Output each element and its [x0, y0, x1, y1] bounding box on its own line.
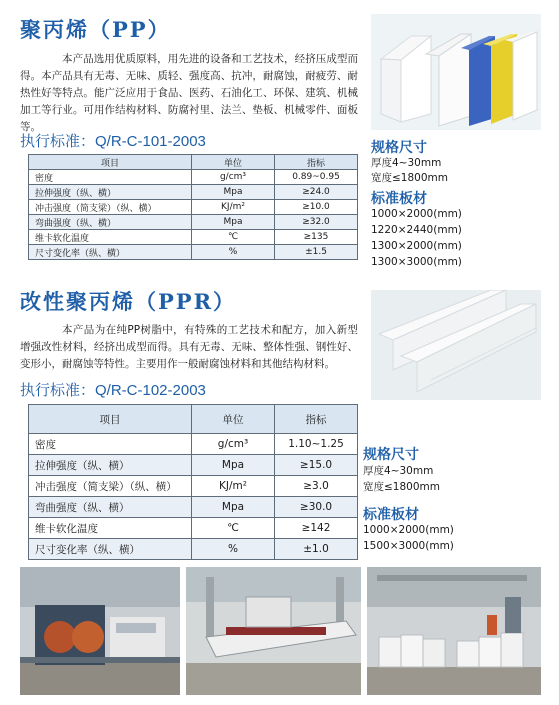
header-value: 指标 — [275, 155, 358, 170]
row-item: 密度 — [29, 170, 192, 185]
row-value: ≥10.0 — [275, 200, 358, 215]
row-value: ≥15.0 — [275, 455, 358, 476]
header-unit: 单位 — [192, 405, 275, 434]
ppr-board-photo — [371, 290, 541, 400]
pp-spec-table — [28, 154, 358, 260]
row-unit: ℃ — [192, 230, 275, 245]
row-unit: KJ/m² — [192, 476, 275, 497]
row-item: 拉伸强度（纵、横） — [29, 185, 192, 200]
table-row — [29, 215, 358, 230]
table-row — [29, 230, 358, 245]
row-value: ≥32.0 — [275, 215, 358, 230]
row-value: ≥142 — [275, 518, 358, 539]
pp-board-line: 1300×2000(mm) — [371, 240, 462, 252]
row-unit: KJ/m² — [192, 200, 275, 215]
pp-board-line: 1000×2000(mm) — [371, 208, 462, 220]
table-row — [29, 170, 358, 185]
row-item: 维卡软化温度 — [29, 518, 192, 539]
row-unit: Mpa — [192, 497, 275, 518]
pp-standard: 执行标准：Q/R-C-101-2003 — [20, 133, 206, 150]
table-row — [29, 245, 358, 260]
row-unit: g/cm³ — [192, 434, 275, 455]
row-item: 尺寸变化率（纵、横） — [29, 245, 192, 260]
row-value: 0.89~0.95 — [275, 170, 358, 185]
ppr-spec-line: 厚度4~30mm — [363, 465, 434, 477]
row-unit: Mpa — [192, 185, 275, 200]
pp-title: 聚丙烯（PP） — [20, 17, 171, 42]
row-item: 维卡软化温度 — [29, 230, 192, 245]
ppr-spec-line: 宽度≤1800mm — [363, 481, 440, 493]
row-unit: % — [192, 245, 275, 260]
row-value: ≥30.0 — [275, 497, 358, 518]
factory-photo-production-line — [186, 567, 361, 695]
row-unit: g/cm³ — [192, 170, 275, 185]
row-unit: % — [192, 539, 275, 560]
row-item: 拉伸强度（纵、横） — [29, 455, 192, 476]
pp-description: 本产品选用优质原料，用先进的设备和工艺技术，经挤压成型而得。本产品具有无毒、无味、质轻、强度高、抗冲，耐腐蚀，耐疲劳、耐热性好等特点。能广泛应用于食品、医药、石油化工、环保、建筑、机械加工等行业。可用作结构材料、防腐衬里、法兰、垫板、机械零件、面板等。 — [20, 53, 358, 133]
row-unit: ℃ — [192, 518, 275, 539]
table-row — [29, 518, 358, 539]
row-value: ≥24.0 — [275, 185, 358, 200]
header-item: 项目 — [29, 155, 192, 170]
table-row — [29, 200, 358, 215]
ppr-spec-title: 规格尺寸 — [363, 447, 419, 463]
table-row — [29, 455, 358, 476]
ppr-board-line: 1500×3000(mm) — [363, 540, 454, 552]
row-value: 1.10~1.25 — [275, 434, 358, 455]
pp-board-title: 标准板材 — [371, 191, 427, 207]
ppr-spec-table — [28, 404, 358, 560]
row-value: ≥135 — [275, 230, 358, 245]
table-row — [29, 476, 358, 497]
row-item: 弯曲强度（纵、横） — [29, 215, 192, 230]
row-item: 冲击强度（简支梁）（纵、横） — [29, 476, 192, 497]
table-row — [29, 185, 358, 200]
pp-spec-line: 宽度≤1800mm — [371, 172, 448, 184]
ppr-description: 本产品为在纯PP树脂中，有特殊的工艺技术和配方，加入新型增强改性材料，经挤出成型而得。具有无毒、无味、整体性强、钢性好、变形小，耐腐蚀等特性。主要用作一般耐腐蚀材料和其他结构材料。 — [20, 324, 358, 370]
table-row — [29, 434, 358, 455]
row-item: 尺寸变化率（纵、横） — [29, 539, 192, 560]
table-row — [29, 497, 358, 518]
row-value: ±1.5 — [275, 245, 358, 260]
row-item: 冲击强度（简支梁）（纵、横） — [29, 200, 192, 215]
row-value: ≥3.0 — [275, 476, 358, 497]
ppr-standard: 执行标准：Q/R-C-102-2003 — [20, 382, 206, 399]
row-unit: Mpa — [192, 215, 275, 230]
pp-board-line: 1300×3000(mm) — [371, 256, 462, 268]
factory-photo-warehouse — [367, 567, 541, 695]
table-header-row — [29, 405, 358, 434]
pp-board-line: 1220×2440(mm) — [371, 224, 462, 236]
ppr-board-title: 标准板材 — [363, 507, 419, 523]
row-item: 弯曲强度（纵、横） — [29, 497, 192, 518]
pp-spec-line: 厚度4~30mm — [371, 157, 442, 169]
row-value: ±1.0 — [275, 539, 358, 560]
row-item: 密度 — [29, 434, 192, 455]
table-row — [29, 539, 358, 560]
pp-board-photo — [371, 14, 541, 130]
ppr-board-line: 1000×2000(mm) — [363, 524, 454, 536]
row-unit: Mpa — [192, 455, 275, 476]
header-value: 指标 — [275, 405, 358, 434]
ppr-title: 改性聚丙烯（PPR） — [20, 289, 237, 314]
header-unit: 单位 — [192, 155, 275, 170]
pp-spec-title: 规格尺寸 — [371, 140, 427, 156]
factory-photo-extruder — [20, 567, 180, 695]
table-header-row — [29, 155, 358, 170]
header-item: 项目 — [29, 405, 192, 434]
